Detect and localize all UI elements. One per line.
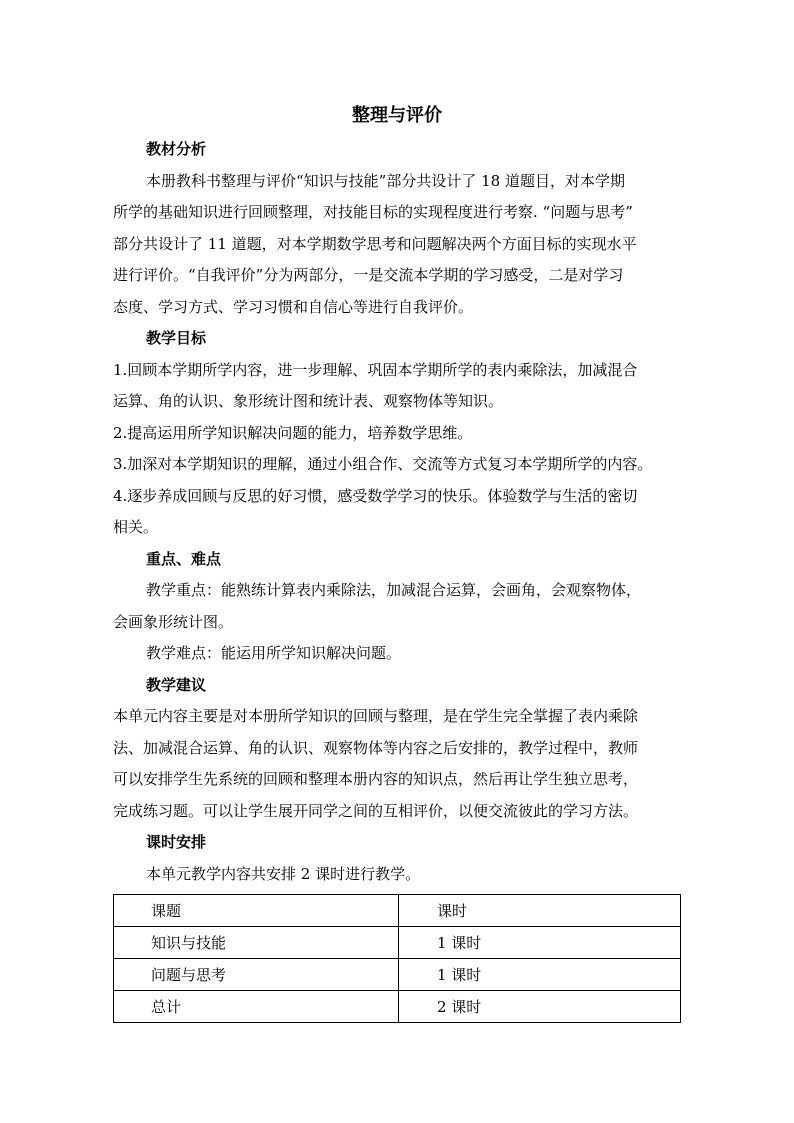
goal-line: 运算、角的认识、象形统计图和统计表、观察物体等知识。: [113, 392, 504, 410]
goal-item: [113, 418, 681, 450]
suggestions-paragraph: [113, 701, 681, 827]
table-cell: 2 课时: [399, 991, 681, 1023]
key-point-paragraph: [113, 575, 681, 638]
page-title: 整理与评价: [352, 105, 442, 126]
section-heading-goals: 教学目标: [146, 329, 207, 347]
document-body: [113, 98, 681, 1023]
table-header-row: [114, 895, 681, 927]
table-header-cell: 课题: [114, 895, 399, 927]
table-row: [114, 991, 681, 1023]
suggestion-line: 可以安排学生先系统的回顾和整理本册内容的知识点，然后再让学生独立思考，: [113, 770, 639, 788]
key-point-line: 教学重点：能熟练计算表内乘除法，加减混合运算，会画角，会观察物体，: [146, 581, 642, 599]
table-cell: 总计: [114, 991, 399, 1023]
section-heading-suggestions: 教学建议: [146, 675, 207, 694]
section-heading-keypoints: 重点、难点: [146, 549, 222, 568]
analysis-line: 态度、学习方式、学习习惯和自信心等进行自我评价。: [113, 297, 474, 316]
suggestion-line: 本单元内容主要是对本册所学知识的回顾与整理，是在学生完全掌握了表内乘除: [113, 707, 639, 725]
goal-line: 3.加深对本学期知识的理解，通过小组合作、交流等方式复习本学期所学的内容。: [113, 455, 653, 473]
goal-item: [113, 449, 681, 481]
goal-item: [113, 481, 681, 544]
table-header-cell: 课时: [399, 895, 681, 927]
table-cell: 1 课时: [399, 927, 681, 959]
goal-line: 4.逐步养成回顾与反思的好习惯，感受数学学习的快乐。体验数学与生活的密切: [113, 486, 638, 505]
schedule-intro-line: 本单元教学内容共安排 2 课时进行教学。: [146, 864, 421, 883]
schedule-intro: [113, 859, 681, 891]
table-cell: 知识与技能: [114, 927, 399, 959]
analysis-line: 本册教科书整理与评价“知识与技能”部分共设计了 18 道题目，对本学期: [146, 171, 625, 190]
table-cell: 1 课时: [399, 959, 681, 991]
table-row: [114, 959, 681, 991]
difficulty-paragraph: [113, 638, 681, 670]
difficulty-line: 教学难点：能运用所学知识解决问题。: [146, 644, 402, 662]
goal-line: 2.提高运用所学知识解决问题的能力，培养数学思维。: [113, 423, 473, 442]
goal-item: [113, 355, 681, 418]
key-point-line: 会画象形统计图。: [113, 612, 234, 631]
suggestion-line: 完成练习题。可以让学生展开同学之间的互相评价，以便交流彼此的学习方法。: [113, 801, 639, 820]
analysis-line: 所学的基础知识进行回顾整理，对技能目标的实现程度进行考察. “问题与思考”: [113, 203, 633, 221]
table-row: [114, 927, 681, 959]
suggestion-line: 法、加减混合运算、角的认识、观察物体等内容之后安排的，教学过程中，教师: [113, 738, 639, 757]
table-cell: 问题与思考: [114, 959, 399, 991]
goal-line: 相关。: [113, 518, 159, 536]
analysis-line: 部分共设计了 11 道题，对本学期数学思考和问题解决两个方面目标的实现水平: [113, 234, 637, 253]
analysis-paragraph: [113, 166, 681, 324]
schedule-table: [113, 894, 681, 1023]
analysis-line: 进行评价。“自我评价”分为两部分，一是交流本学期的学习感受，二是对学习: [113, 266, 624, 284]
goal-line: 1.回顾本学期所学内容，进一步理解、巩固本学期所学的表内乘除法，加减混合: [113, 360, 638, 379]
section-heading-analysis: 教材分析: [146, 140, 207, 158]
section-heading-schedule: 课时安排: [146, 833, 207, 851]
